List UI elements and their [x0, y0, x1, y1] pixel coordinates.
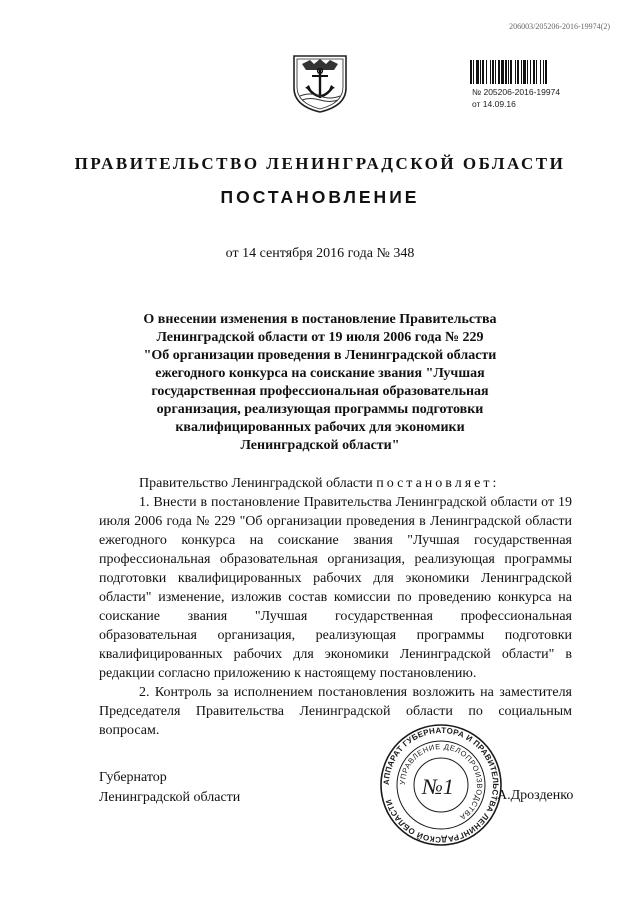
barcode-bar	[498, 60, 500, 84]
signatory-region: Ленинградской области	[99, 790, 241, 805]
coat-of-arms-emblem	[288, 52, 352, 114]
barcode-bar	[482, 60, 484, 84]
barcode-bar	[476, 60, 479, 84]
barcode-graphic	[468, 60, 608, 84]
barcode	[468, 60, 608, 84]
barcode-bar	[495, 60, 496, 84]
barcode-bar	[545, 60, 547, 84]
subject-line: квалифицированных рабочих для экономики	[175, 420, 465, 435]
clause-2: 2. Контроль за исполнением постановления возложить на заместителя Председателя Правительства Ленинградской области по социальным вопросам.	[99, 685, 572, 738]
barcode-bar	[492, 60, 494, 84]
barcode-bar	[470, 60, 472, 84]
subject-line: Ленинградской области от 19 июля 2006 года № 229	[156, 330, 484, 345]
stamp-ring-text: АППАРАТ ГУБЕРНАТОРА И ПРАВИТЕЛЬСТВА ЛЕНИНГРАДСКОЙ ОБЛАСТИ	[381, 725, 501, 845]
preamble-lead: Правительство Ленинградской области	[139, 476, 377, 491]
registration-info	[472, 86, 560, 110]
subject-line: О внесении изменения в постановление Правительства	[143, 312, 497, 327]
barcode-bar	[540, 60, 541, 84]
barcode-bar	[523, 60, 526, 84]
barcode-bar	[521, 60, 522, 84]
stamp-inner-text: УПРАВЛЕНИЕ ДЕЛОПРОИЗВОДСТВА	[397, 741, 485, 823]
decree-subject	[100, 311, 540, 455]
barcode-bar	[543, 60, 544, 84]
barcode-bar	[510, 60, 512, 84]
subject-line: ежегодного конкурса на соискание звания "Лучшая	[155, 366, 485, 381]
signatory-title: Губернатор	[99, 770, 167, 785]
top-reference: 206003/205206-2016-19974(2)	[509, 22, 610, 31]
subject-line: Ленинградской области"	[240, 438, 400, 453]
barcode-bar	[480, 60, 481, 84]
stamp-number: №1	[422, 774, 454, 799]
signatory-position	[99, 768, 240, 808]
subject-line: государственная профессиональная образовательная	[151, 384, 489, 399]
subject-line: организация, реализующая программы подготовки	[156, 402, 484, 417]
barcode-bar	[490, 60, 491, 84]
barcode-bar	[515, 60, 516, 84]
barcode-bar	[527, 60, 528, 84]
signatory-name: А.Дрозденко	[497, 788, 574, 803]
registration-number: № 205206-2016-19974	[472, 87, 561, 97]
barcode-bar	[530, 60, 531, 84]
preamble	[99, 474, 572, 493]
barcode-bar	[501, 60, 504, 84]
barcode-bar	[533, 60, 535, 84]
subject-line: "Об организации проведения в Ленинградской области	[143, 348, 497, 363]
barcode-bar	[473, 60, 474, 84]
barcode-bar	[486, 60, 487, 84]
registration-date: от 14.09.16	[472, 99, 516, 109]
barcode-bar	[505, 60, 507, 84]
barcode-bar	[536, 60, 537, 84]
barcode-bar	[517, 60, 519, 84]
clause-1: 1. Внести в постановление Правительства Ленинградской области от 19 июля 2006 года № 229 "Об организации проведения в Ленинградской области ежегодного конкурса на соискание звания "Лучшая государственная профессиональная образовательная организация, реализующая программы подготовки квалифицированных рабочих для экономики Ленинградской области" изменение, изложив состав комиссии по проведению конкурса на соискание звания "Лучшая государственная профессиональная образовательная организация, реализующая программы подготовки квалифицированных рабочих для экономики Ленинградской области" в редакции согласно приложению к настоящему постановлению.	[99, 495, 572, 681]
official-stamp	[378, 722, 504, 848]
preamble-resolves: постановляет:	[376, 476, 500, 491]
barcode-bar	[508, 60, 509, 84]
document-type-heading: ПОСТАНОВЛЕНИЕ	[220, 187, 420, 207]
government-title: ПРАВИТЕЛЬСТВО ЛЕНИНГРАДСКОЙ ОБЛАСТИ	[74, 154, 566, 173]
decree-date-number: от 14 сентября 2016 года № 348	[225, 246, 415, 261]
decree-body	[99, 474, 572, 740]
